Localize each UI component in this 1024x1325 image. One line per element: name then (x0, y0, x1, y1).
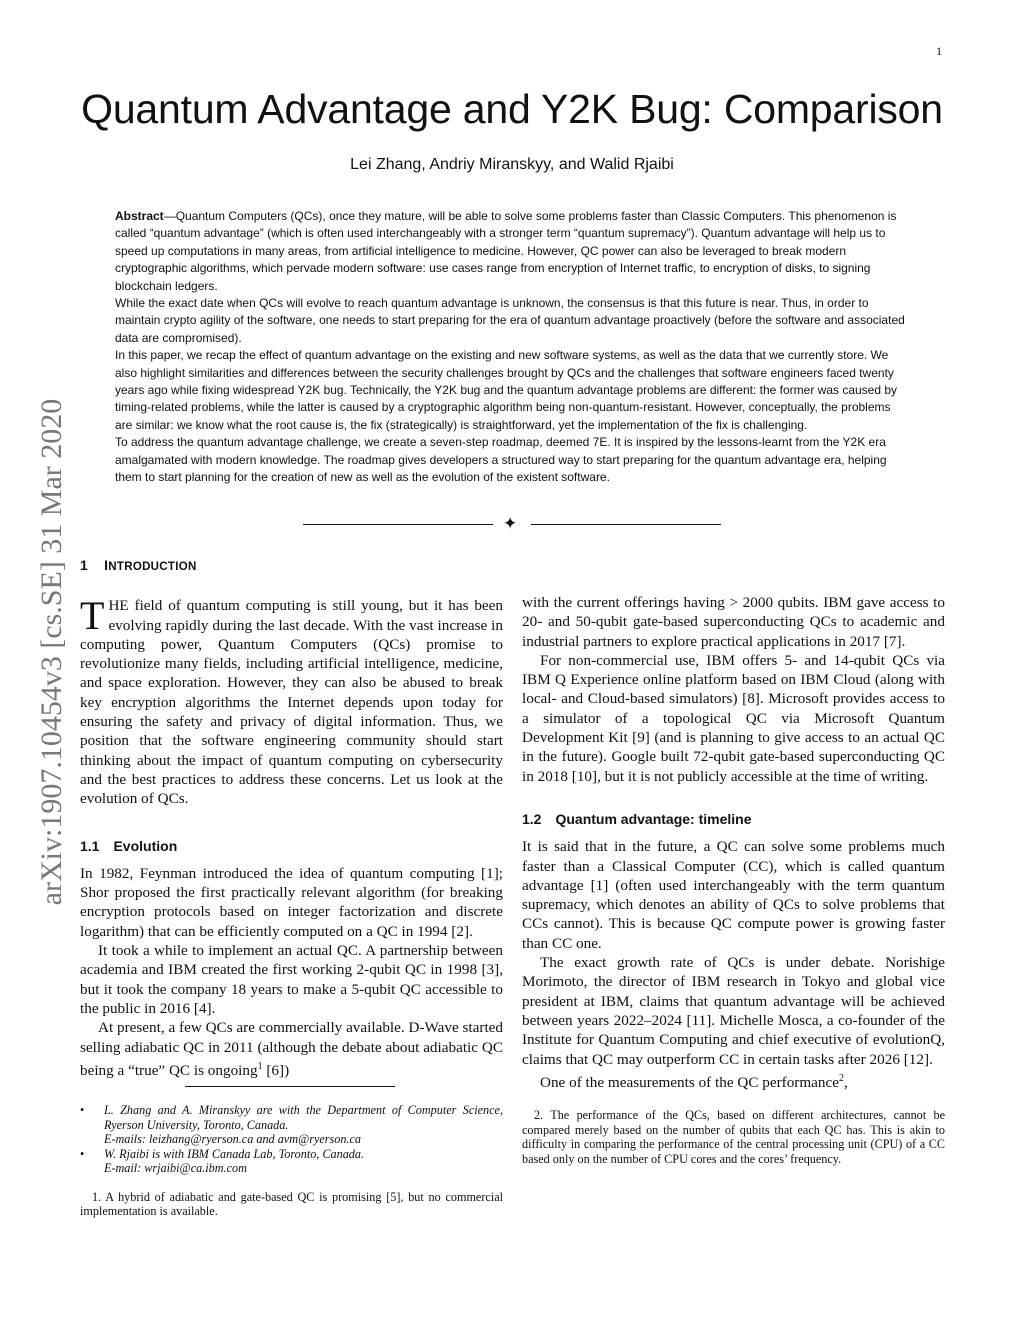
section-number: 1 (80, 557, 89, 573)
page-number: 1 (936, 44, 942, 58)
affiliation-email: E-mails: leizhang@ryerson.ca and avm@ryerson.ca (104, 1132, 361, 1147)
subsection-heading-timeline (522, 810, 945, 829)
body-paragraph: It is said that in the future, a QC can solve some problems much faster than a Classical Computer (CC), which is called quantum advantage [1] (often used interchangeably with the term quantum supremacy, which denotes an ability of QCs to solve problems that CCs cannot). This is because QC compute power is growing faster than CC one. (522, 838, 945, 952)
body-text: [6]) (262, 1061, 290, 1079)
diamond-icon: ✦ (503, 514, 518, 534)
bullet-icon: • (80, 1146, 85, 1161)
abstract-paragraph: To address the quantum advantage challenge, we create a seven-step roadmap, deemed 7E. It is inspired by the lessons-learnt from the Y2K era amalgamated with modern knowledge. The roadmap gives developers a structured way to start preparing for the quantum advantage era, helping them to start planning for the creation of new as well as the evolution of the existent software. (115, 435, 887, 485)
subsection-title: Quantum advantage: timeline (555, 810, 752, 827)
body-text: One of the measurements of the QC performance (540, 1073, 839, 1091)
body-paragraph (522, 1069, 945, 1092)
footnote-1: 1. A hybrid of adiabatic and gate-based QC is promising [5], but no commercial implementation is available. (80, 1189, 503, 1219)
divider-line (531, 524, 721, 525)
body-paragraph: The exact growth rate of QCs is under debate. Norishige Morimoto, the director of IBM research in Tokyo and global vice president at IBM, claims that quantum advantage will be achieved between years 2022–2024 [11]. Michelle Mosca, a co-founder of the Institute for Quantum Computing and chief executive of evolutionQ, claims that QC may outperform CC in certain tasks after 2026 [12]. (522, 954, 945, 1068)
arxiv-identifier: arXiv:1907.10454v3 [cs.SE] 31 Mar 2020 (35, 398, 68, 906)
section-title-rest: NTRODUCTION (108, 561, 197, 573)
subsection-number: 1.1 (80, 837, 100, 854)
body-paragraph (80, 1018, 503, 1080)
abstract (115, 208, 911, 487)
author-list: Lei Zhang, Andriy Miranskyy, and Walid Rjaibi (350, 156, 674, 173)
left-column (80, 556, 503, 1219)
affiliation-item (80, 1147, 503, 1176)
subsection-title: Evolution (113, 837, 178, 854)
footnote-2: 2. The performance of the QCs, based on different architectures, cannot be compared merely based on the number of qubits that each QC has. This is akin to difficulty in comparing the performance of the central processing unit (CPU) of a CC based only on the number of CPU cores and the cores’ frequency. (522, 1108, 945, 1166)
footnote-marker: 2 (839, 1072, 844, 1084)
body-paragraph: with the current offerings having > 2000 qubits. IBM gave access to 20- and 50-qubit gate-based superconducting QCs to academic and industrial partners to explore practical applications in 2017 [7]. (522, 594, 945, 650)
affiliation-text: L. Zhang and A. Miranskyy are with the Department of Computer Science, Ryerson University, Toronto, Canada. (104, 1103, 503, 1132)
intro-smallcaps: HE (108, 597, 129, 615)
abstract-label: Abstract (115, 209, 164, 223)
abstract-paragraph (115, 208, 911, 295)
section-title-initial: I (104, 557, 109, 573)
body-text: At present, a few QCs are commercially available. D-Wave started selling adiabatic QC in 2011 (although the debate about adiabatic QC being a “true” QC is ongoing (80, 1019, 503, 1079)
intro-text: field of quantum computing is still young, but it has been evolving rapidly during the last decade. With the vast increase in computing power, Quantum Computers (QCs) promise to revolutionize many fields, including artificial intelligence, medicine, and space exploration. However, they can also be abused to break key encryption algorithms the Internet depends upon today for ensuring the safety and privacy of digital information. Thus, we position that the software engineering community should start thinking about the impact of quantum computing on cybersecurity and the best practices to address these concerns. Let us look at the evolution of QCs. (80, 597, 503, 808)
section-heading-introduction (80, 556, 503, 577)
subsection-heading-evolution (80, 837, 503, 856)
affiliations (80, 1103, 503, 1176)
footnote-rule (185, 1086, 395, 1087)
body-paragraph: It took a while to implement an actual QC. A partnership between academia and IBM created the first working 2-qubit QC in 1998 [3], but it took the company 18 years to make a 5-qubit QC accessible to the public in 2016 [4]. (80, 942, 503, 1017)
abstract-text: —Quantum Computers (QCs), once they mature, will be able to solve some problems faster than Classic Computers. This phenomenon is called “quantum advantage” (which is often used interchangeably with a stronger term “quantum supremacy”). Quantum advantage will help us to speed up computations in many areas, from artificial intelligence to medicine. However, QC power can also be leveraged to break modern cryptographic algorithms, which pervade modern software: use cases range from encryption of Internet traffic, to encryption of disks, to signing blockchain ledgers. (115, 209, 897, 293)
affiliation-item (80, 1103, 503, 1147)
body-paragraph: In 1982, Feynman introduced the idea of quantum computing [1]; Shor proposed the first practically relevant algorithm (for breaking encryption protocols based on integer factorization and discrete logarithm) that can be efficiently computed on a QC in 1994 [2]. (80, 864, 503, 940)
body-paragraph: For non-commercial use, IBM offers 5- and 14-qubit QCs via IBM Q Experience online platform based on IBM Cloud (along with local- and Cloud-based simulators) [8]. Microsoft provides access to a simulator of a topological QC via Microsoft Quantum Development Kit [9] (and is planning to give access to an actual QC in the future). Google built 72-qubit gate-based superconducting QC in 2018 [10], but it is not publicly accessible at the time of writing. (522, 651, 945, 785)
intro-paragraph (80, 593, 503, 808)
affiliation-text: W. Rjaibi is with IBM Canada Lab, Toronto, Canada. (104, 1146, 365, 1161)
bullet-icon: • (80, 1103, 85, 1118)
section-divider (300, 514, 724, 534)
divider-line (303, 524, 493, 525)
paper-title: Quantum Advantage and Y2K Bug: Comparison (81, 86, 943, 132)
subsection-number: 1.2 (522, 810, 542, 827)
body-text: , (844, 1073, 848, 1091)
abstract-paragraph: While the exact date when QCs will evolve to reach quantum advantage is unknown, the consensus is that this future is near. Thus, in order to maintain crypto agility of the software, one needs to start preparing for the era of quantum advantage proactively (before the software and associated data are compromised). (115, 296, 905, 345)
abstract-paragraph: In this paper, we recap the effect of quantum advantage on the existing and new software systems, as well as the data that we currently store. We also highlight similarities and differences between the security challenges brought by QCs and the challenges that software engineers faced twenty years ago while fixing widespread Y2K bug. Technically, the Y2K bug and the quantum advantage problems are different: the former was caused by timing-related problems, while the latter is caused by a cryptographic algorithm being non-quantum-resistant. However, conceptually, the problems are similar: we know what the root cause is, the fix (strategically) is straightforward, yet the implementation of the fix is challenging. (115, 348, 898, 432)
footnote-marker: 1 (257, 1060, 263, 1072)
right-column (522, 593, 945, 1166)
affiliation-email: E-mail: wrjaibi@ca.ibm.com (104, 1161, 247, 1176)
drop-cap: T (80, 593, 105, 639)
